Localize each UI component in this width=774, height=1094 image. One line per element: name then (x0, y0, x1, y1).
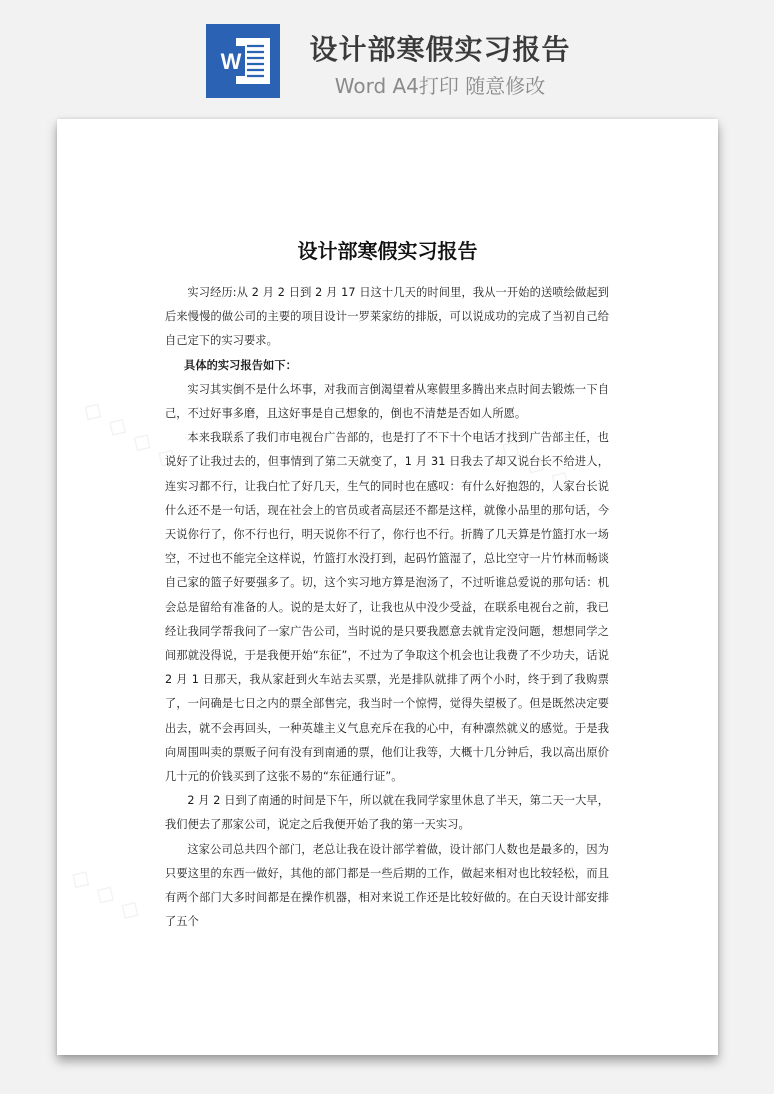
document-title: 设计部寒假实习报告 (297, 239, 478, 263)
section-heading: 具体的实习报告如下： (184, 358, 297, 372)
paragraph-arrival: 2 月 2 日到了南通的时间是下午，所以就在我同学家里休息了半天，第二天一大早，我们便去了那家公司，说定之后我便开始了我的第一天实习。 (165, 794, 609, 832)
header-title: 设计部寒假实习报告 (309, 33, 571, 66)
paragraph-story: 本来我联系了我们市电视台广告部的，也是打了不下十个电话才找到广告部主任，也说好了让我过去的，但事情到了第二天就变了，1 月 31 日我去了却又说台长不给进人，连实习都不行，让我白忙了好几天，生气的同时也在感叹：有什么好抱怨的，人家台长说什么还不是一句话，现在社会上的官员或者高层还不都是这样，就像小品里的那句话，今天说你行了，你不行也行，明天说你不行了，你行也不行。折腾了几天算是竹篮打水一场空，不过也不能完全这样说，竹篮打水没打到，起码竹篮湿了，总比空守一片竹林而畅谈自己家的篮子好要强多了。切，这个实习地方算是泡汤了，不过听谁总爱说的那句话：机会总是留给有准备的人。说的是太好了，让我也从中没少受益，在联系电视台之前，我已经让我同学帮我问了一家广告公司，当时说的是只要我愿意去就肯定没问题，想想同学之间那就没得说，于是我便开始“东征”，不过为了争取这个机会也让我费了不少功夫，话说 2 月 1 日那天，我从家赶到火车站去买票，光是排队就排了两个小时，终于到了我购票了，一问确是七日之内的票全部售完，我当时一个惊愕，觉得失望极了。但是既然决定要出去，就不会再回头，一种英雄主义气息充斥在我的心中，有种凛然就义的感觉。于是我向周围叫卖的票贩子问有没有到南通的票，他们让我等，大概十几分钟后，我以高出原价几十元的价钱买到了这张不易的“东征通行证”。 (165, 431, 609, 784)
paragraph-company: 这家公司总共四个部门，老总让我在设计部学着做，设计部门人数也是最多的，因为只要这里的东西一做好，其他的部门都是一些后期的工作，做起来相对也比较轻松，而且有两个部门大多时间都是在操作机器，相对来说工作还是比较好做的。在白天设计部安排了五个 (165, 842, 609, 929)
word-document-icon (206, 24, 280, 98)
word-icon-letter: W (220, 49, 242, 74)
watermark-mark: ◇ ◇ ◇ (494, 430, 578, 498)
document-body (165, 281, 609, 934)
header-banner (0, 0, 774, 110)
paragraph-experience: 实习经历:从 2 月 2 日到 2 月 17 日这十几天的时间里，我从一开始的送喷绘做起到后来慢慢的做公司的主要的项目设计一罗莱家纺的排版，可以说成功的完成了当初自己给自己定下的实习要求。 (165, 286, 609, 348)
document-page (57, 119, 718, 1055)
header-subtitle: Word A4打印 随意修改 (334, 74, 546, 98)
watermark-mark: ◇ ◇ ◇ (64, 860, 148, 928)
paragraph-intro: 实习其实倒不是什么坏事，对我而言倒渴望着从寒假里多腾出来点时间去锻炼一下自己，不过好事多磨，且这好事是自己想象的，倒也不清楚是否如人所愿。 (165, 382, 609, 421)
watermark-mark: ◇ ◇ ◇ ◇ (77, 392, 184, 476)
